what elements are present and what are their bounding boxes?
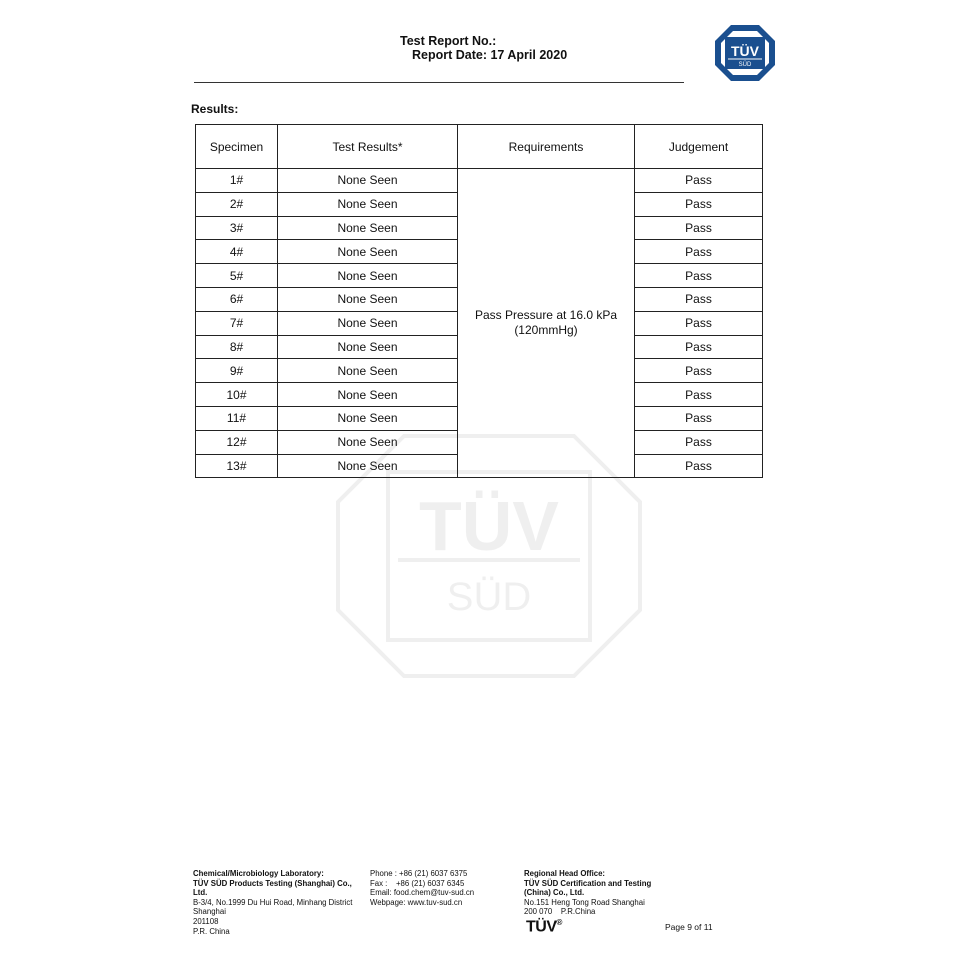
- footer-lab-heading: Chemical/Microbiology Laboratory:: [193, 869, 324, 878]
- footer-lab-address-4: P.R. China: [193, 926, 230, 936]
- footer-tuv-logo: [526, 918, 562, 936]
- judgement-cell: Pass: [635, 311, 763, 335]
- header-divider: [194, 82, 684, 83]
- report-date: Report Date: 17 April 2020: [412, 48, 568, 62]
- specimen-cell: 8#: [196, 335, 278, 359]
- footer-office-company-2: (China) Co., Ltd.: [524, 888, 585, 898]
- requirement-line-2: (120mmHg): [514, 323, 578, 338]
- judgement-cell: Pass: [635, 359, 763, 383]
- logo-sub-text: SÜD: [738, 62, 752, 68]
- specimen-cell: 13#: [196, 454, 278, 478]
- test-result-cell: None Seen: [278, 192, 458, 216]
- test-result-cell: None Seen: [278, 169, 458, 193]
- col-header-specimen: Specimen: [196, 125, 278, 169]
- specimen-cell: 9#: [196, 359, 278, 383]
- test-result-cell: None Seen: [278, 287, 458, 311]
- specimen-cell: 2#: [196, 192, 278, 216]
- logo-main-text: TÜV: [731, 43, 759, 59]
- footer-lab-company-2: Ltd.: [193, 888, 208, 898]
- footer-phone: Phone : +86 (21) 6037 6375: [370, 869, 468, 878]
- col-header-requirements: Requirements: [458, 125, 635, 169]
- test-result-cell: None Seen: [278, 311, 458, 335]
- judgement-cell: Pass: [635, 406, 763, 430]
- tuv-sud-logo: [714, 24, 776, 82]
- watermark-sub: SÜD: [446, 575, 532, 619]
- specimen-cell: 4#: [196, 240, 278, 264]
- judgement-cell: Pass: [635, 169, 763, 193]
- test-result-cell: None Seen: [278, 264, 458, 288]
- judgement-cell: Pass: [635, 454, 763, 478]
- judgement-cell: Pass: [635, 240, 763, 264]
- specimen-cell: 10#: [196, 383, 278, 407]
- specimen-cell: 6#: [196, 287, 278, 311]
- results-table: [195, 124, 763, 478]
- judgement-cell: Pass: [635, 216, 763, 240]
- test-result-cell: None Seen: [278, 335, 458, 359]
- footer-lab-address-2: Shanghai: [193, 907, 226, 917]
- col-header-judgement: Judgement: [635, 125, 763, 169]
- footer-logo-text: TÜV: [526, 918, 557, 936]
- footer-office-address-1: No.151 Heng Tong Road Shanghai: [524, 897, 645, 907]
- col-header-test-results: Test Results*: [278, 125, 458, 169]
- judgement-cell: Pass: [635, 335, 763, 359]
- table-header-row: [196, 125, 763, 169]
- specimen-cell: 11#: [196, 406, 278, 430]
- registered-mark: ®: [556, 918, 562, 927]
- requirement-cell: [458, 169, 635, 478]
- footer-office-company: TÜV SÜD Certification and Testing: [524, 878, 652, 888]
- footer-lab-company: TÜV SÜD Products Testing (Shanghai) Co.,: [193, 878, 352, 888]
- judgement-cell: Pass: [635, 383, 763, 407]
- test-result-cell: None Seen: [278, 406, 458, 430]
- footer-lab-address-1: B-3/4, No.1999 Du Hui Road, Minhang District: [193, 897, 353, 907]
- footer-office-heading: Regional Head Office:: [524, 869, 606, 878]
- footer-email: Email: food.chem@tuv-sud.cn: [370, 888, 475, 898]
- judgement-cell: Pass: [635, 192, 763, 216]
- footer-lab-info: [193, 869, 363, 936]
- footer-contact-info: [370, 869, 510, 907]
- test-result-cell: None Seen: [278, 240, 458, 264]
- judgement-cell: Pass: [635, 287, 763, 311]
- footer-office-info: [524, 869, 664, 917]
- specimen-cell: 1#: [196, 169, 278, 193]
- requirement-line-1: Pass Pressure at 16.0 kPa: [474, 308, 618, 323]
- test-result-cell: None Seen: [278, 430, 458, 454]
- watermark-main: TÜV: [419, 487, 559, 565]
- footer-office-address-2: 200 070 P.R.China: [524, 907, 596, 917]
- specimen-cell: 12#: [196, 430, 278, 454]
- page-number: Page 9 of 11: [665, 922, 713, 932]
- footer-fax: Fax : +86 (21) 6037 6345: [370, 878, 465, 888]
- test-result-cell: None Seen: [278, 383, 458, 407]
- specimen-cell: 3#: [196, 216, 278, 240]
- judgement-cell: Pass: [635, 430, 763, 454]
- results-heading: Results:: [191, 102, 239, 116]
- test-result-cell: None Seen: [278, 216, 458, 240]
- test-result-cell: None Seen: [278, 454, 458, 478]
- test-result-cell: None Seen: [278, 359, 458, 383]
- specimen-cell: 5#: [196, 264, 278, 288]
- specimen-cell: 7#: [196, 311, 278, 335]
- footer-lab-address-3: 201108: [193, 916, 219, 926]
- judgement-cell: Pass: [635, 264, 763, 288]
- footer-webpage: Webpage: www.tuv-sud.cn: [370, 897, 463, 907]
- table-row: [196, 169, 763, 193]
- report-number-label: Test Report No.:: [400, 34, 497, 48]
